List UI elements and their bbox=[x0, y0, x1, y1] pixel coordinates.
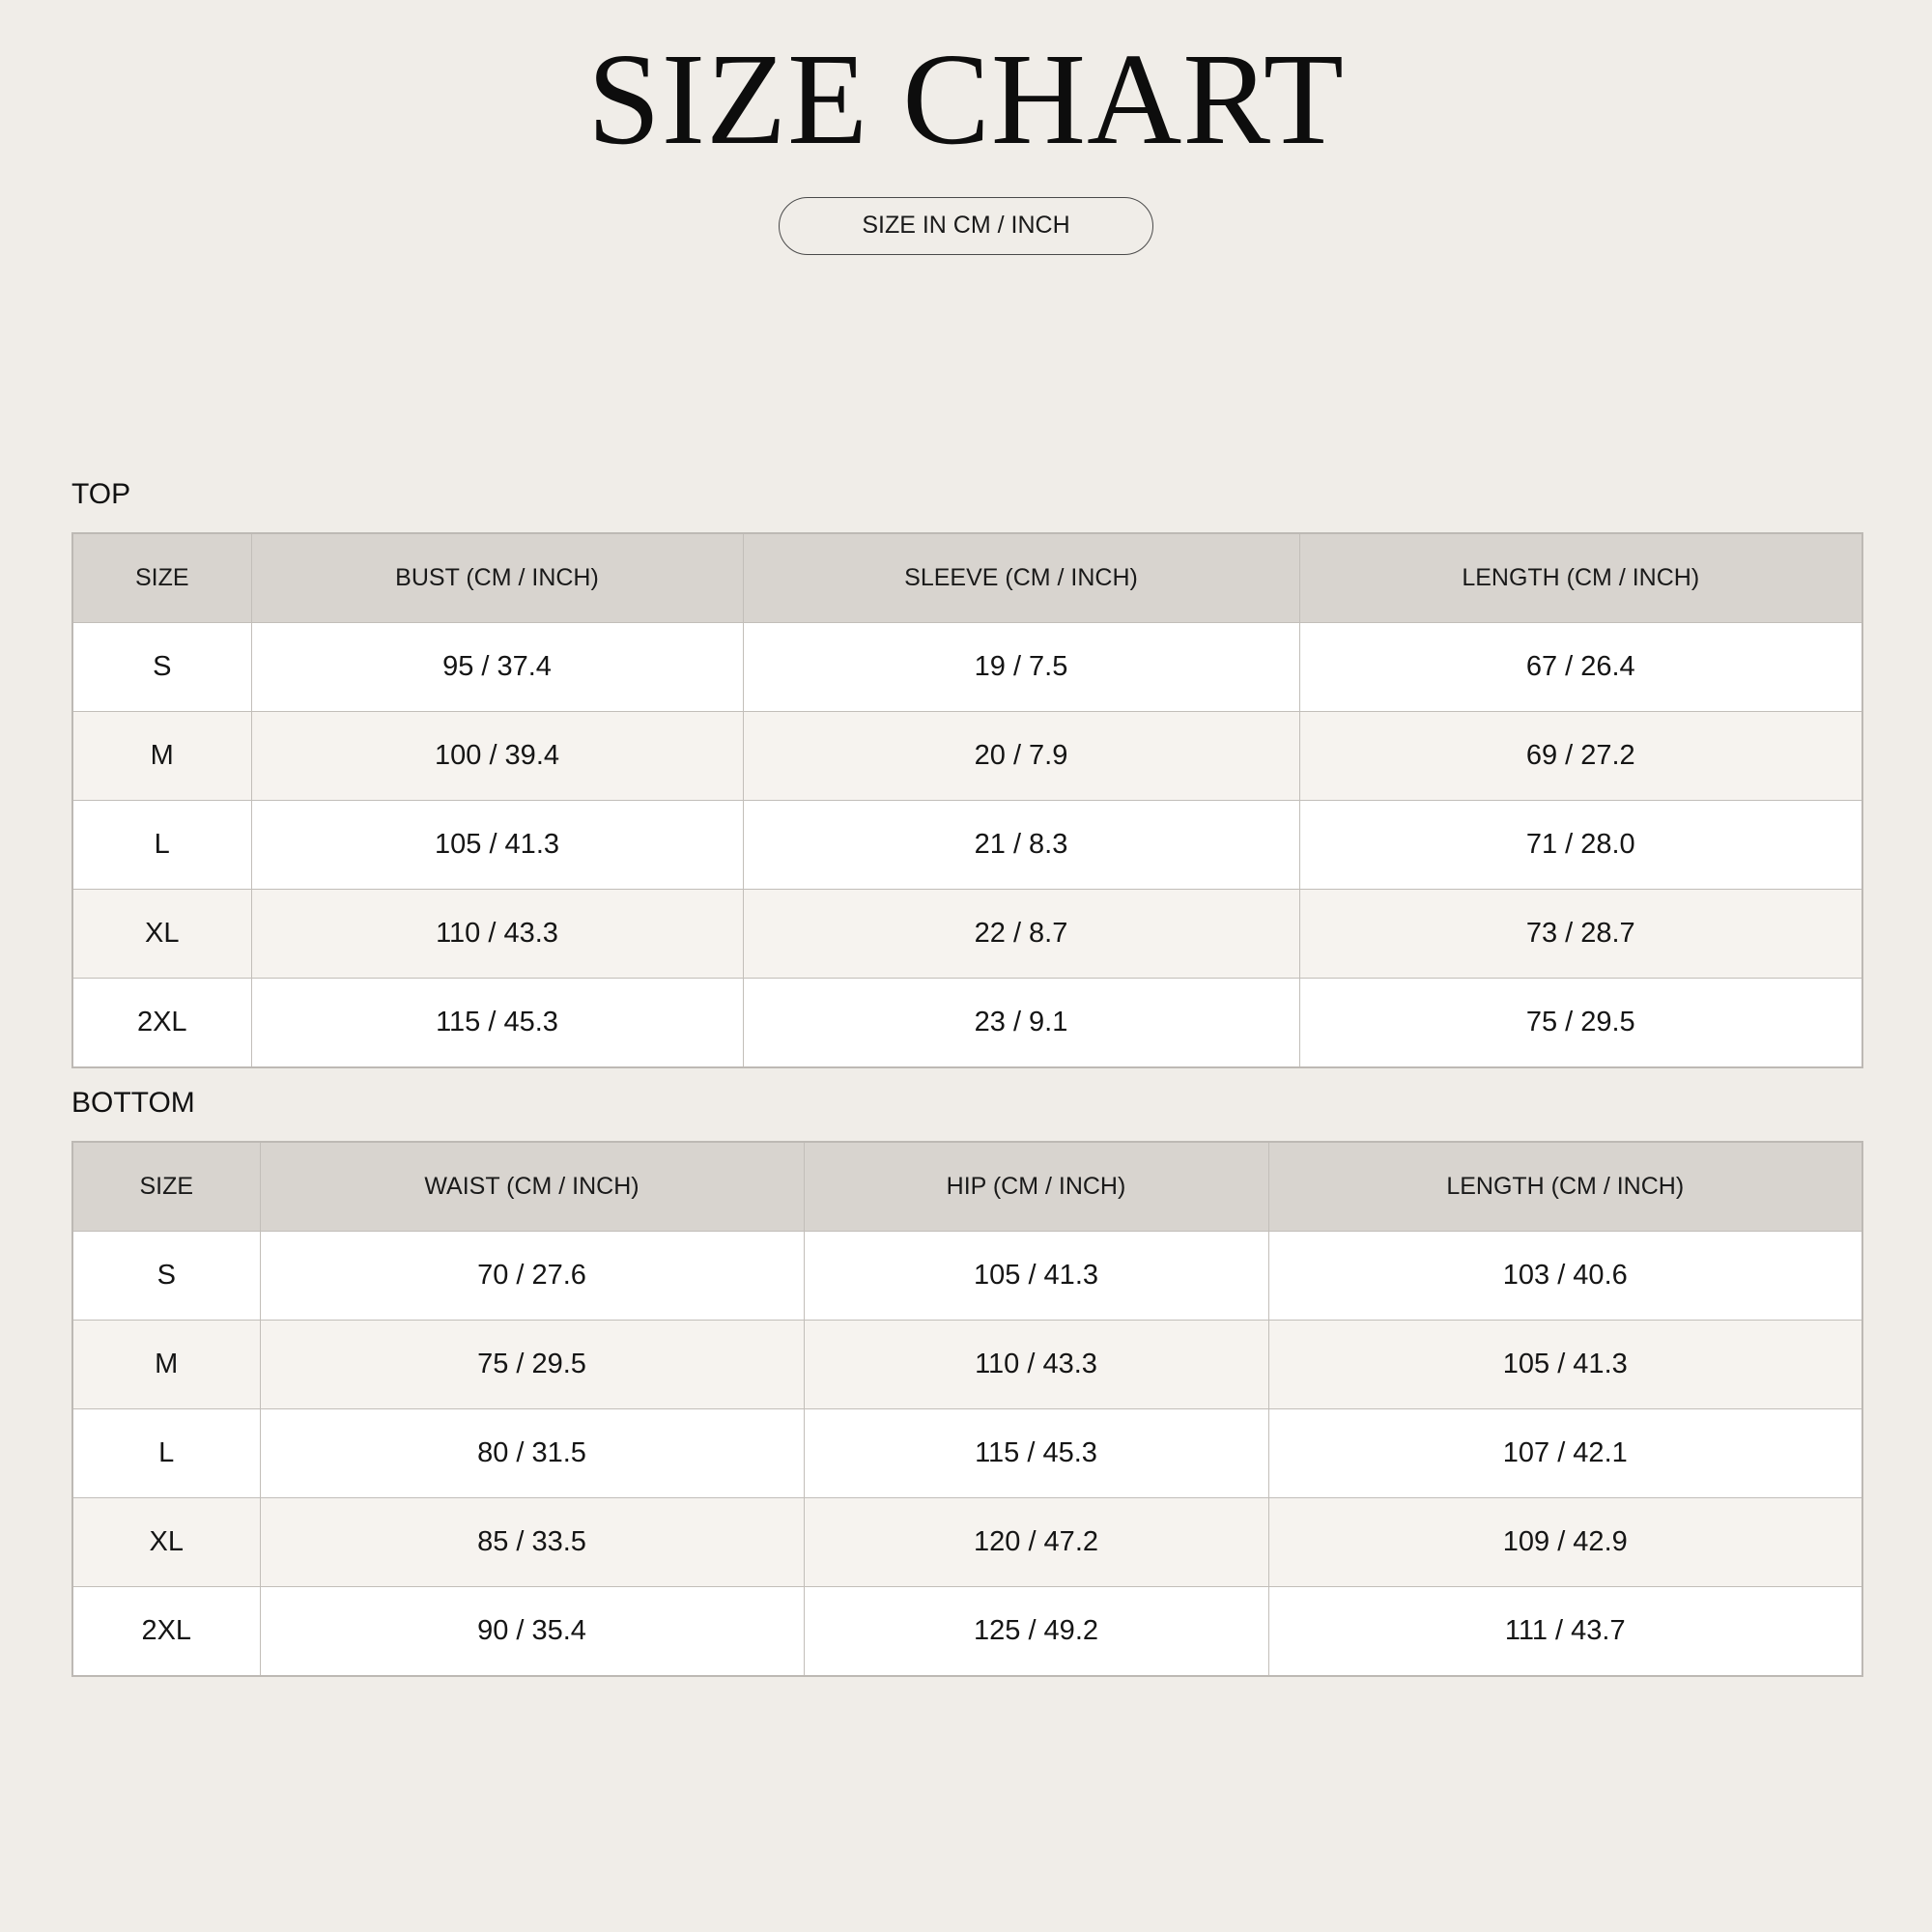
bottom-size-table bbox=[71, 1141, 1863, 1677]
hip-cell: 105 / 41.3 bbox=[804, 1232, 1268, 1321]
size-cell: L bbox=[72, 1409, 260, 1498]
header-size: SIZE bbox=[72, 1142, 260, 1232]
length-cell: 107 / 42.1 bbox=[1268, 1409, 1862, 1498]
bust-cell: 115 / 45.3 bbox=[251, 979, 743, 1068]
length-cell: 103 / 40.6 bbox=[1268, 1232, 1862, 1321]
table-row bbox=[72, 712, 1862, 801]
length-cell: 105 / 41.3 bbox=[1268, 1321, 1862, 1409]
size-cell: M bbox=[72, 1321, 260, 1409]
top-size-table bbox=[71, 532, 1863, 1068]
waist-cell: 70 / 27.6 bbox=[260, 1232, 804, 1321]
unit-badge: SIZE IN CM / INCH bbox=[779, 197, 1153, 255]
sleeve-cell: 20 / 7.9 bbox=[743, 712, 1299, 801]
length-cell: 67 / 26.4 bbox=[1299, 623, 1862, 712]
header-length: LENGTH (CM / INCH) bbox=[1268, 1142, 1862, 1232]
hip-cell: 115 / 45.3 bbox=[804, 1409, 1268, 1498]
bust-cell: 110 / 43.3 bbox=[251, 890, 743, 979]
waist-cell: 85 / 33.5 bbox=[260, 1498, 804, 1587]
header-hip: HIP (CM / INCH) bbox=[804, 1142, 1268, 1232]
table-row bbox=[72, 1321, 1862, 1409]
sleeve-cell: 19 / 7.5 bbox=[743, 623, 1299, 712]
header-length: LENGTH (CM / INCH) bbox=[1299, 533, 1862, 623]
header-size: SIZE bbox=[72, 533, 251, 623]
size-cell: 2XL bbox=[72, 979, 251, 1068]
waist-cell: 80 / 31.5 bbox=[260, 1409, 804, 1498]
table-row bbox=[72, 890, 1862, 979]
table-row bbox=[72, 801, 1862, 890]
table-row bbox=[72, 1232, 1862, 1321]
hip-cell: 110 / 43.3 bbox=[804, 1321, 1268, 1409]
sleeve-cell: 21 / 8.3 bbox=[743, 801, 1299, 890]
section-label-top: TOP bbox=[71, 478, 131, 510]
sleeve-cell: 23 / 9.1 bbox=[743, 979, 1299, 1068]
header-bust: BUST (CM / INCH) bbox=[251, 533, 743, 623]
table-row bbox=[72, 1498, 1862, 1587]
length-cell: 71 / 28.0 bbox=[1299, 801, 1862, 890]
table-row bbox=[72, 623, 1862, 712]
header-waist: WAIST (CM / INCH) bbox=[260, 1142, 804, 1232]
size-cell: 2XL bbox=[72, 1587, 260, 1677]
length-cell: 75 / 29.5 bbox=[1299, 979, 1862, 1068]
table-header-row bbox=[72, 1142, 1862, 1232]
table-row bbox=[72, 1587, 1862, 1677]
size-cell: M bbox=[72, 712, 251, 801]
length-cell: 69 / 27.2 bbox=[1299, 712, 1862, 801]
size-cell: L bbox=[72, 801, 251, 890]
length-cell: 73 / 28.7 bbox=[1299, 890, 1862, 979]
bust-cell: 105 / 41.3 bbox=[251, 801, 743, 890]
size-cell: S bbox=[72, 623, 251, 712]
size-cell: S bbox=[72, 1232, 260, 1321]
size-cell: XL bbox=[72, 1498, 260, 1587]
length-cell: 111 / 43.7 bbox=[1268, 1587, 1862, 1677]
waist-cell: 90 / 35.4 bbox=[260, 1587, 804, 1677]
hip-cell: 120 / 47.2 bbox=[804, 1498, 1268, 1587]
bust-cell: 95 / 37.4 bbox=[251, 623, 743, 712]
length-cell: 109 / 42.9 bbox=[1268, 1498, 1862, 1587]
bust-cell: 100 / 39.4 bbox=[251, 712, 743, 801]
table-row bbox=[72, 979, 1862, 1068]
sleeve-cell: 22 / 8.7 bbox=[743, 890, 1299, 979]
table-row bbox=[72, 1409, 1862, 1498]
section-label-bottom: BOTTOM bbox=[71, 1087, 195, 1119]
page-title: SIZE CHART bbox=[587, 27, 1345, 172]
table-header-row bbox=[72, 533, 1862, 623]
hip-cell: 125 / 49.2 bbox=[804, 1587, 1268, 1677]
size-cell: XL bbox=[72, 890, 251, 979]
waist-cell: 75 / 29.5 bbox=[260, 1321, 804, 1409]
header-sleeve: SLEEVE (CM / INCH) bbox=[743, 533, 1299, 623]
